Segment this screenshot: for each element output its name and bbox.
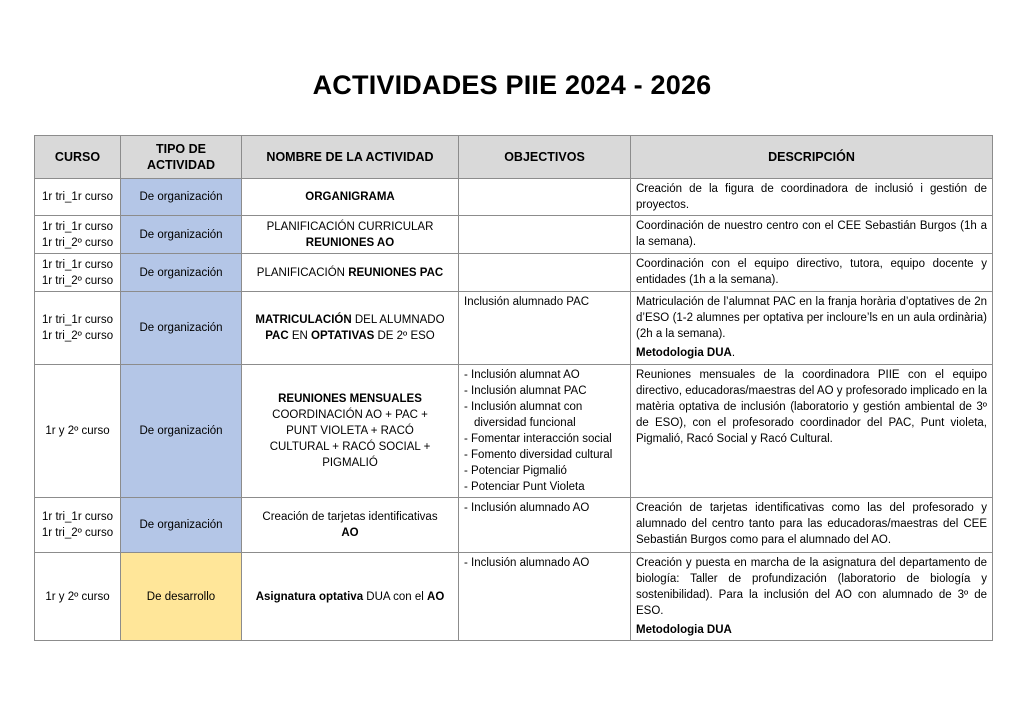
table-row <box>35 216 993 254</box>
curso-line: 1r y 2º curso <box>45 425 110 437</box>
cell-objetivos <box>459 292 631 365</box>
cell-descripcion <box>631 292 993 365</box>
header-curso: CURSO <box>35 136 121 179</box>
cell-tipo: De organización <box>121 365 242 498</box>
nombre-line: CULTURAL + RACÓ SOCIAL + <box>269 441 431 453</box>
cell-curso <box>35 254 121 292</box>
cell-descripcion: Creación de tarjetas identificativas como las del profesorado y alumnado del centro tanto para las educadoras/maestras del CEE Sebastián Burgos como para el alumnado del AO. <box>631 498 993 553</box>
objetivo-item: - Inclusión alumnat con <box>464 401 583 413</box>
cell-descripcion: Creación de la figura de coordinadora de inclusió i gestión de proyectos. <box>631 179 993 216</box>
cell-curso <box>35 292 121 365</box>
nombre-line: COORDINACIÓN AO + PAC + <box>272 409 428 421</box>
cell-nombre <box>242 498 459 553</box>
objetivo-item: - Potenciar Pigmalió <box>464 465 567 477</box>
table-row <box>35 553 993 641</box>
nombre-bold: REUNIONES AO <box>305 236 395 249</box>
cell-descripcion: Coordinación con el equipo directivo, tutora, equipo docente y entidades (1h a la semana). <box>631 254 993 292</box>
header-nombre: NOMBRE DE LA ACTIVIDAD <box>242 136 459 179</box>
cell-nombre <box>242 365 459 498</box>
cell-tipo: De organización <box>121 216 242 254</box>
nombre-text: DUA con el <box>363 590 428 603</box>
objetivo-item: - Fomentar interacción social <box>464 433 612 445</box>
objetivo-item: - Inclusión alumnado AO <box>464 502 590 514</box>
cell-objetivos <box>459 498 631 553</box>
nombre-bold: Asignatura optativa <box>255 590 364 603</box>
cell-curso <box>35 498 121 553</box>
header-tipo-line2: ACTIVIDAD <box>146 158 216 172</box>
header-row <box>35 136 993 179</box>
curso-line: 1r tri_2º curso <box>41 236 114 249</box>
nombre-bold: PAC <box>265 330 289 342</box>
curso-line: 1r tri_1r curso <box>42 220 113 233</box>
objetivo-item: - Fomento diversidad cultural <box>464 449 613 461</box>
nombre-bold: AO <box>427 590 445 603</box>
cell-objetivos <box>459 216 631 254</box>
cell-nombre <box>242 179 459 216</box>
cell-objetivos <box>459 254 631 292</box>
cell-tipo: De desarrollo <box>121 553 242 641</box>
metodologia-label <box>636 345 987 361</box>
descripcion-text: Matriculación de l’alumnat PAC en la franja horària d’optatives de 2n d’ESO (1-2 alumnes per optativa per incloure’ls en un aula ordinària) (2h a la semana). <box>636 296 987 340</box>
cell-descripcion: Coordinación de nuestro centro con el CEE Sebastián Burgos (1h a la semana). <box>631 216 993 254</box>
objetivo-item: - Potenciar Punt Violeta <box>464 481 585 493</box>
nombre-bold: REUNIONES PAC <box>348 266 444 279</box>
cell-objetivos <box>459 365 631 498</box>
nombre-line: PLANIFICACIÓN CURRICULAR <box>266 220 434 233</box>
cell-tipo: De organización <box>121 292 242 365</box>
nombre-bold: REUNIONES MENSUALES <box>278 393 422 405</box>
nombre-text: PLANIFICACIÓN <box>256 266 349 279</box>
curso-line: 1r y 2º curso <box>45 590 110 603</box>
cell-descripcion <box>631 553 993 641</box>
curso-line: 1r tri_2º curso <box>41 527 114 539</box>
objetivo-item: - Inclusión alumnat AO <box>464 369 580 381</box>
header-tipo <box>121 136 242 179</box>
header-descripcion: DESCRIPCIÓN <box>631 136 993 179</box>
cell-objetivos <box>459 179 631 216</box>
cell-nombre <box>242 553 459 641</box>
nombre-bold: ORGANIGRAMA <box>305 191 395 203</box>
nombre-text: EN <box>288 330 312 342</box>
cell-nombre <box>242 292 459 365</box>
nombre-line: PIGMALIÓ <box>322 457 378 469</box>
objetivo-item: - Inclusión alumnat PAC <box>464 385 587 397</box>
curso-line: 1r tri_1r curso <box>42 511 113 523</box>
curso-line: 1r tri_1r curso <box>42 258 113 271</box>
cell-curso <box>35 553 121 641</box>
header-objectivos: OBJECTIVOS <box>459 136 631 179</box>
cell-tipo: De organización <box>121 179 242 216</box>
nombre-bold: AO <box>341 527 359 539</box>
cell-objetivos <box>459 553 631 641</box>
curso-line: 1r tri_1r curso <box>42 314 113 326</box>
table-row <box>35 498 993 553</box>
objetivo-item: Inclusión alumnado PAC <box>464 296 590 308</box>
curso-line: 1r tri_1r curso <box>42 191 113 203</box>
table-row <box>35 254 993 292</box>
metodologia-text: Metodologia DUA <box>636 347 732 359</box>
header-tipo-line1: TIPO DE <box>155 142 206 156</box>
cell-curso <box>35 216 121 254</box>
table-row <box>35 179 993 216</box>
document-title: ACTIVIDADES PIIE 2024 - 2026 <box>312 70 712 100</box>
cell-tipo: De organización <box>121 498 242 553</box>
table-row <box>35 365 993 498</box>
activities-table <box>34 135 993 641</box>
curso-line: 1r tri_2º curso <box>41 330 114 342</box>
curso-line: 1r tri_2º curso <box>41 274 114 287</box>
nombre-text: DE 2º ESO <box>374 330 435 342</box>
objetivo-item: diversidad funcional <box>474 417 576 429</box>
cell-nombre <box>242 216 459 254</box>
nombre-bold: OPTATIVAS <box>311 330 375 342</box>
table-row <box>35 292 993 365</box>
objetivo-item: - Inclusión alumnado AO <box>464 557 590 569</box>
descripcion-text: Creación y puesta en marcha de la asignatura del departamento de biología: Taller de profundización (laboratorio de biología y sostenibilidad). Para la inclusión del AO con alumnado de 3º de ESO. <box>636 557 987 617</box>
cell-curso <box>35 179 121 216</box>
cell-tipo: De organización <box>121 254 242 292</box>
metodologia-label: Metodologia DUA <box>636 624 732 636</box>
cell-descripcion: Reuniones mensuales de la coordinadora PIIE con el equipo directivo, educadoras/maestras del AO y profesorado implicado en la matèria optativa de inclusión (laboratorio y gestión ambiental de 3º de ESO), con el profesorado coordinador del PAC, Punt violeta, Pigmalió, Racó Social y Racó Cultural. <box>631 365 993 498</box>
cell-nombre <box>242 254 459 292</box>
nombre-line: Creación de tarjetas identificativas <box>262 511 438 523</box>
nombre-line: PUNT VIOLETA + RACÓ <box>286 425 414 437</box>
nombre-text: DEL ALUMNADO <box>351 314 445 326</box>
nombre-bold: MATRICULACIÓN <box>255 314 352 326</box>
metodologia-suffix: . <box>731 347 736 359</box>
cell-curso <box>35 365 121 498</box>
